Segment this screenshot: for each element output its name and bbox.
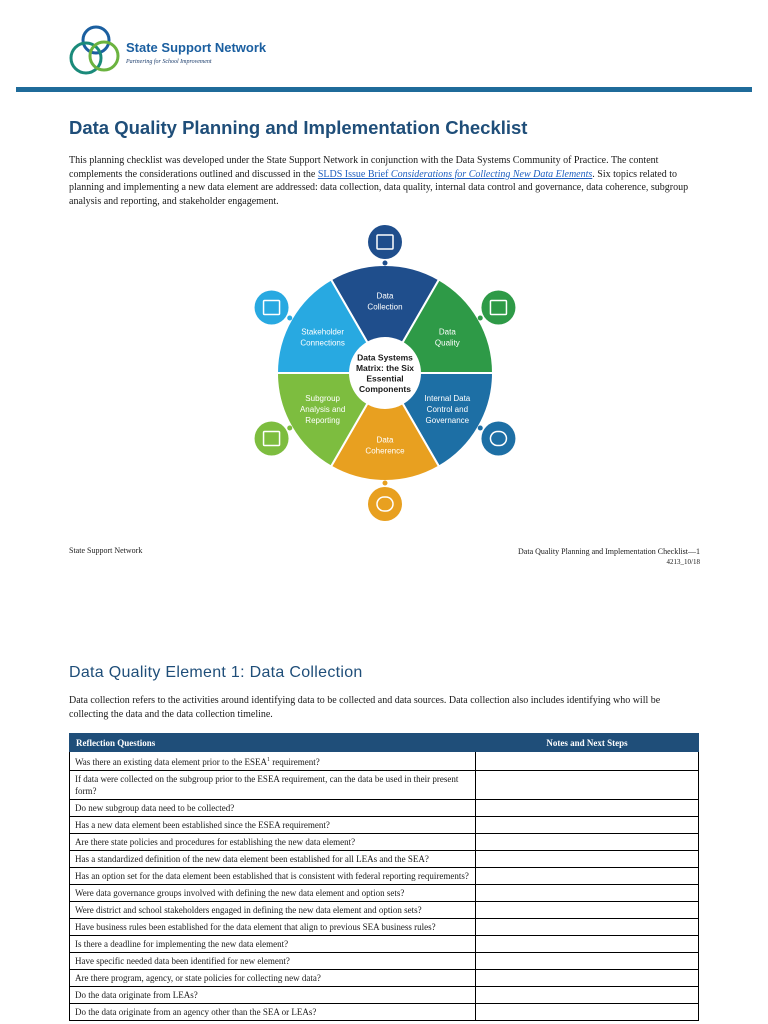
globe-icon xyxy=(478,422,516,456)
reflection-question: Has a new data element been established since the ESEA requirement? xyxy=(70,817,476,834)
six-components-diagram xyxy=(240,218,530,528)
table-row xyxy=(70,987,699,1004)
diagram-segment-label: Stakeholder Connections xyxy=(300,327,345,348)
diagram-segment-label: Data Quality xyxy=(434,327,460,348)
reflection-question: If data were collected on the subgroup prior to the ESEA requirement, can the data be used in their present form? xyxy=(70,771,476,800)
reflection-question: Have business rules been established for the data element that align to previous SEA business rules? xyxy=(70,919,476,936)
link-text: SLDS Issue Brief xyxy=(317,168,391,180)
footer-page-info xyxy=(518,546,700,568)
refresh-icon xyxy=(368,481,402,522)
notes-cell[interactable] xyxy=(476,817,699,834)
rings-logo-icon xyxy=(68,24,124,84)
table-row xyxy=(70,868,699,885)
diagram-segment-label: Data Collection xyxy=(367,291,403,312)
reflection-question: Is there a deadline for implementing the new data element? xyxy=(70,936,476,953)
table-row xyxy=(70,953,699,970)
footer-doc-title: Data Quality Planning and Implementation Checklist—1 xyxy=(518,547,700,556)
intro-text-1: This planning checklist was developed under the State Support Network in conjunction with the Data Systems Community of Practice. The content complements the considerations outlined and discussed in the xyxy=(69,155,659,180)
reflection-question: Has an option set for the data element been established that is consistent with federal reporting requirements? xyxy=(70,868,476,885)
notes-cell[interactable] xyxy=(476,936,699,953)
table-row xyxy=(70,851,699,868)
table-row xyxy=(70,752,699,771)
logo-org-name: State Support Network xyxy=(126,40,267,55)
notes-cell[interactable] xyxy=(476,851,699,868)
notes-cell[interactable] xyxy=(476,771,699,800)
page-title: Data Quality Planning and Implementation Checklist xyxy=(69,117,528,138)
notes-cell[interactable] xyxy=(476,800,699,817)
notes-cell[interactable] xyxy=(476,970,699,987)
reflection-question: Are there state policies and procedures for establishing the new data element? xyxy=(70,834,476,851)
reflection-question: Are there program, agency, or state policies for collecting new data? xyxy=(70,970,476,987)
table-row xyxy=(70,800,699,817)
handshake-icon xyxy=(255,291,293,325)
chart-icon xyxy=(368,225,402,266)
reflection-question: Has a standardized definition of the new data element been established for all LEAs and the SEA? xyxy=(70,851,476,868)
intro-text-2: . Six topics related to planning and implementing a new data element are addressed: data collection, data quality, internal data control and governance, data coherence, subgroup analysis and reporting, and stakeholder engagement. xyxy=(69,168,689,207)
notes-cell[interactable] xyxy=(476,902,699,919)
diagram-segment-label: Subgroup Analysis and Reporting xyxy=(299,394,346,425)
notes-cell[interactable] xyxy=(476,987,699,1004)
notes-cell[interactable] xyxy=(476,885,699,902)
table-row xyxy=(70,919,699,936)
table-row xyxy=(70,902,699,919)
reflection-table xyxy=(69,733,699,1021)
reflection-question: Do the data originate from LEAs? xyxy=(70,987,476,1004)
notes-cell[interactable] xyxy=(476,834,699,851)
table-row xyxy=(70,771,699,800)
intro-paragraph xyxy=(69,154,699,208)
notes-cell[interactable] xyxy=(476,919,699,936)
table-row xyxy=(70,817,699,834)
reflection-question: Was there an existing data element prior to the ESEA$^1$ requirement? xyxy=(70,752,476,771)
table-row xyxy=(70,970,699,987)
analysis-icon xyxy=(478,291,516,325)
header-notes-next-steps: Notes and Next Steps xyxy=(476,734,699,752)
report-icon xyxy=(255,422,293,456)
table-row xyxy=(70,885,699,902)
table-row xyxy=(70,1004,699,1021)
footer-org: State Support Network xyxy=(69,546,143,555)
organization-logo xyxy=(68,24,288,84)
reflection-question: Were data governance groups involved with defining the new data element and option sets? xyxy=(70,885,476,902)
link-italic-text: Considerations for Collecting New Data Elements xyxy=(390,168,593,180)
notes-cell[interactable] xyxy=(476,752,699,771)
reflection-question: Do the data originate from an agency other than the SEA or LEAs? xyxy=(70,1004,476,1021)
header-reflection-questions: Reflection Questions xyxy=(70,734,476,752)
reflection-question: Were district and school stakeholders engaged in defining the new data element and option sets? xyxy=(70,902,476,919)
reflection-question: Have specific needed data been identified for new element? xyxy=(70,953,476,970)
diagram-center-label: Data Systems Matrix: the Six Essential Components xyxy=(355,352,415,394)
slds-brief-link[interactable] xyxy=(318,169,592,180)
diagram-segment-label: Data Coherence xyxy=(365,435,405,456)
notes-cell[interactable] xyxy=(476,868,699,885)
notes-cell[interactable] xyxy=(476,953,699,970)
footer-doc-code: 4213_10/18 xyxy=(666,558,700,566)
table-row xyxy=(70,936,699,953)
section-title: Data Quality Element 1: Data Collection xyxy=(69,664,363,681)
header-rule xyxy=(16,87,752,92)
diagram-segment-label: Internal Data Control and Governance xyxy=(424,394,471,425)
logo-tagline: Partnering for School Improvement xyxy=(126,59,212,65)
section-description: Data collection refers to the activities around identifying data to be collected and data sources. Data collection also includes identifying who will be collecting the data and the data collection timeline. xyxy=(69,695,661,720)
notes-cell[interactable] xyxy=(476,1004,699,1021)
reflection-question: Do new subgroup data need to be collected? xyxy=(70,800,476,817)
table-row xyxy=(70,834,699,851)
